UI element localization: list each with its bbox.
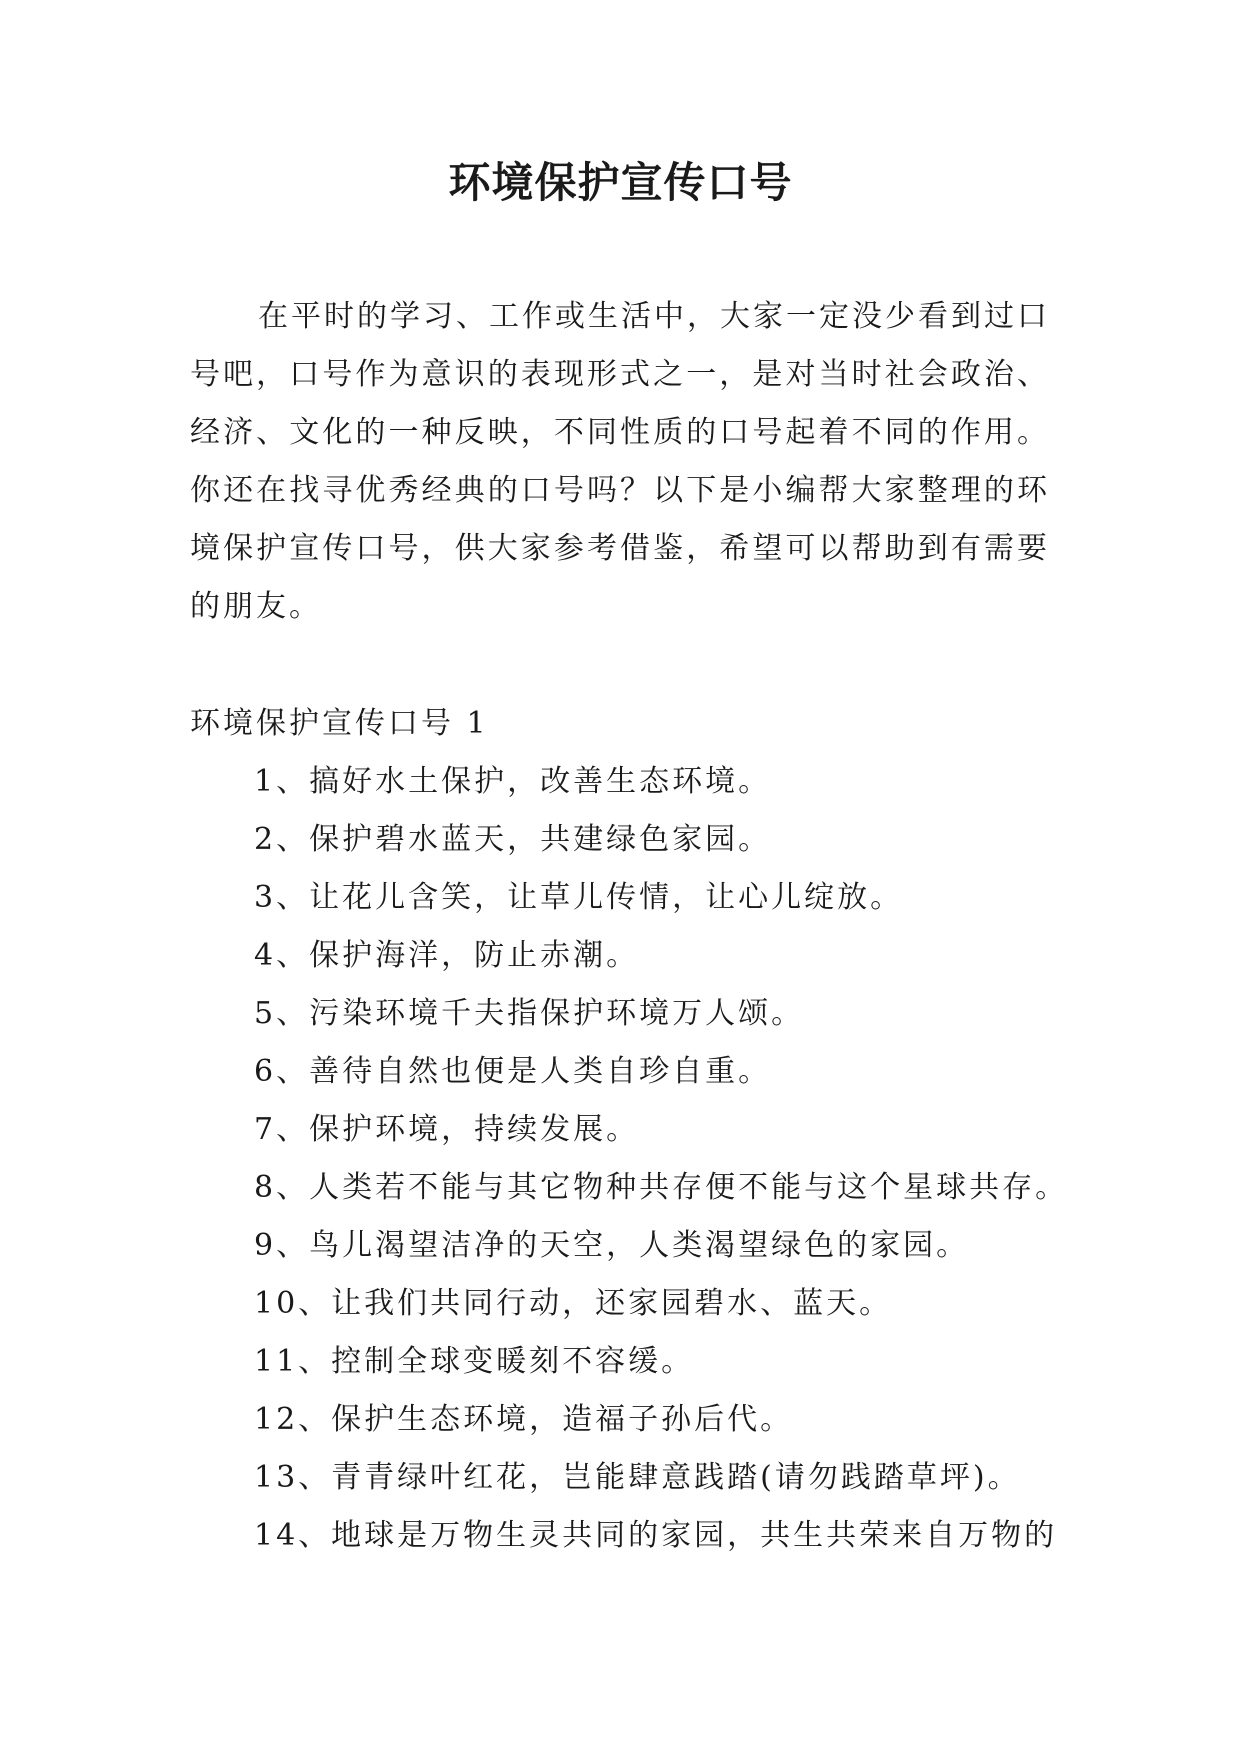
section-heading: 环境保护宣传口号 1 xyxy=(190,706,489,741)
slogan-item: 6、善待自然也便是人类自珍自重。 xyxy=(254,1054,772,1089)
slogan-item: 2、保护碧水蓝天，共建绿色家园。 xyxy=(254,822,772,857)
slogan-item: 3、让花儿含笑，让草儿传情，让心儿绽放。 xyxy=(254,880,904,915)
document-title: 环境保护宣传口号 xyxy=(448,158,793,207)
intro-paragraph: 在平时的学习、工作或生活中，大家一定没少看到过口号吧，口号作为意识的表现形式之一，是对当时社会政治、经济、文化的一种反映，不同性质的口号起着不同的作用。你还在找寻优秀经典的口号吗？以下是小编帮大家整理的环境保护宣传口号，供大家参考借鉴，希望可以帮助到有需要的朋友。 xyxy=(190,299,1050,624)
slogan-item: 11、控制全球变暖刻不容缓。 xyxy=(254,1344,695,1379)
slogan-item: 13、青青绿叶红花，岂能肆意践踏(请勿践踏草坪)。 xyxy=(254,1460,1021,1495)
slogan-item: 9、鸟儿渴望洁净的天空，人类渴望绿色的家园。 xyxy=(254,1228,970,1263)
slogan-item: 5、污染环境千夫指保护环境万人颂。 xyxy=(254,996,805,1031)
slogan-item: 12、保护生态环境，造福子孙后代。 xyxy=(254,1402,794,1437)
slogan-list xyxy=(254,753,1084,1565)
slogan-item: 7、保护环境，持续发展。 xyxy=(254,1112,640,1147)
slogan-item: 14、地球是万物生灵共同的家园，共生共荣来自万物的 xyxy=(254,1518,1058,1553)
slogan-item: 10、让我们共同行动，还家园碧水、蓝天。 xyxy=(254,1286,893,1321)
slogan-item: 1、搞好水土保护，改善生态环境。 xyxy=(254,764,772,799)
slogan-item: 4、保护海洋，防止赤潮。 xyxy=(254,938,640,973)
slogan-item: 8、人类若不能与其它物种共存便不能与这个星球共存。 xyxy=(254,1170,1069,1205)
